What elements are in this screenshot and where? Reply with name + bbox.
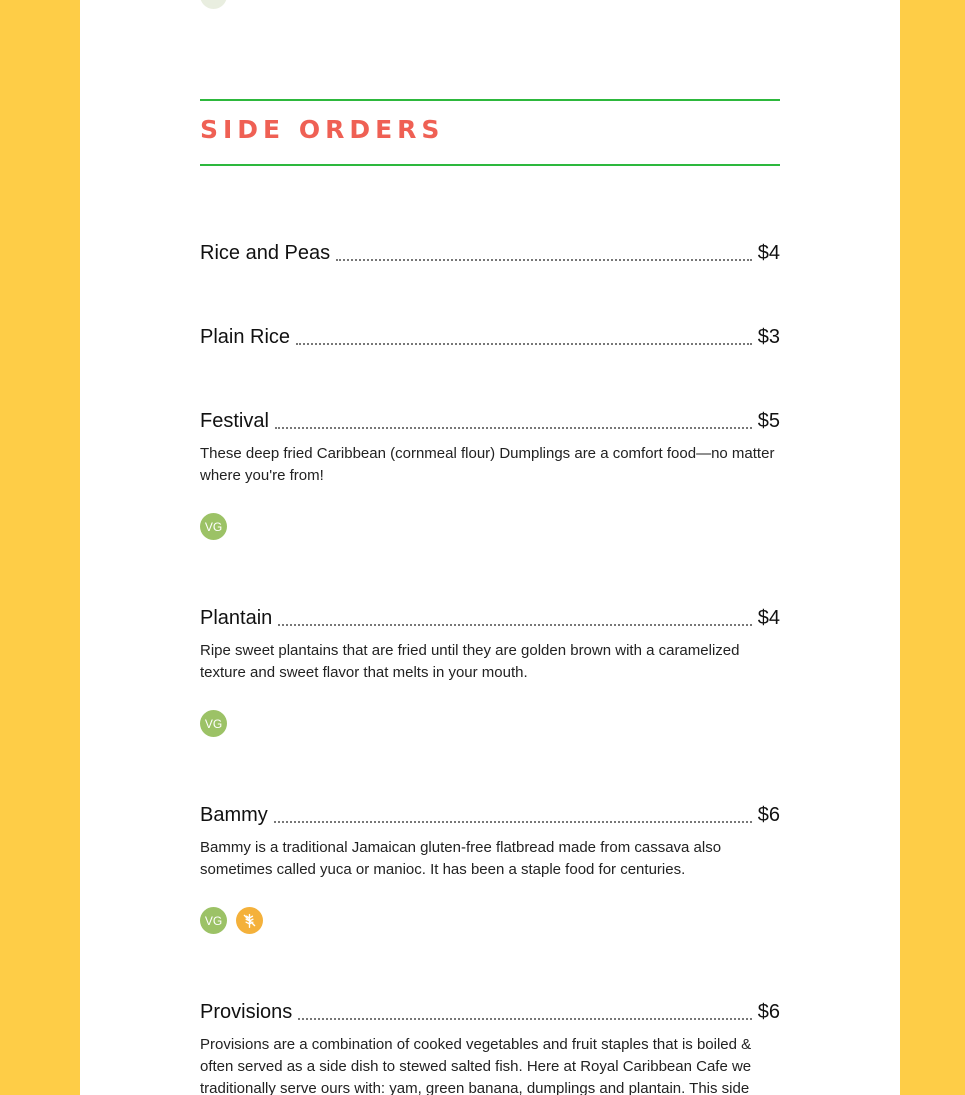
menu-item-rice-and-peas [200,237,780,265]
item-description: These deep fried Caribbean (cornmeal flour) Dumplings are a comfort food—no matter where you're from! [200,445,775,484]
vegan-badge-icon: VG [200,907,227,934]
item-description: Bammy is a traditional Jamaican gluten-free flatbread made from cassava also sometimes called yuca or manioc. It has been a staple food for centuries. [200,839,722,878]
item-description: Ripe sweet plantains that are fried until they are golden brown with a caramelized texture and sweet flavor that melts in your mouth. [200,642,740,681]
dietary-badges [200,513,780,540]
dotted-leader [298,1017,751,1020]
item-name: Provisions [200,1001,293,1023]
dietary-badges [200,710,780,737]
item-price: $3 [757,326,780,348]
menu-item-provisions [200,996,780,1095]
menu-panel [80,0,900,1095]
dietary-badges [200,907,780,934]
item-name: Bammy [200,804,268,826]
vegan-badge-icon: VG [200,710,227,737]
section-title: SIDE ORDERS [200,115,445,144]
item-name: Plantain [200,607,273,629]
item-description: Provisions are a combination of cooked vegetables and fruit staples that is boiled & often served as a side dish to stewed salted fish. Here at Royal Caribbean Cafe we traditionally serve ours with: yam, green banana, dumplings and plantain. This side [200,1036,752,1095]
section-header [200,99,780,166]
item-price: $5 [757,410,780,432]
vegan-badge-icon: VG [200,513,227,540]
item-name: Plain Rice [200,326,291,348]
menu-item-plain-rice [200,321,780,349]
dotted-leader [296,342,752,345]
dotted-leader [274,820,752,823]
menu-item-plantain [200,602,780,737]
menu-item-bammy [200,799,780,934]
item-name: Festival [200,410,269,432]
vegan-badge-icon [200,0,227,9]
item-price: $6 [757,804,780,826]
item-price: $6 [757,1001,780,1023]
gluten-free-icon [236,907,263,934]
item-name: Rice and Peas [200,242,331,264]
menu-item-festival [200,405,780,540]
dotted-leader [278,623,751,626]
dotted-leader [336,258,752,261]
dotted-leader [275,426,752,429]
item-price: $4 [757,607,780,629]
item-price: $4 [757,242,780,264]
